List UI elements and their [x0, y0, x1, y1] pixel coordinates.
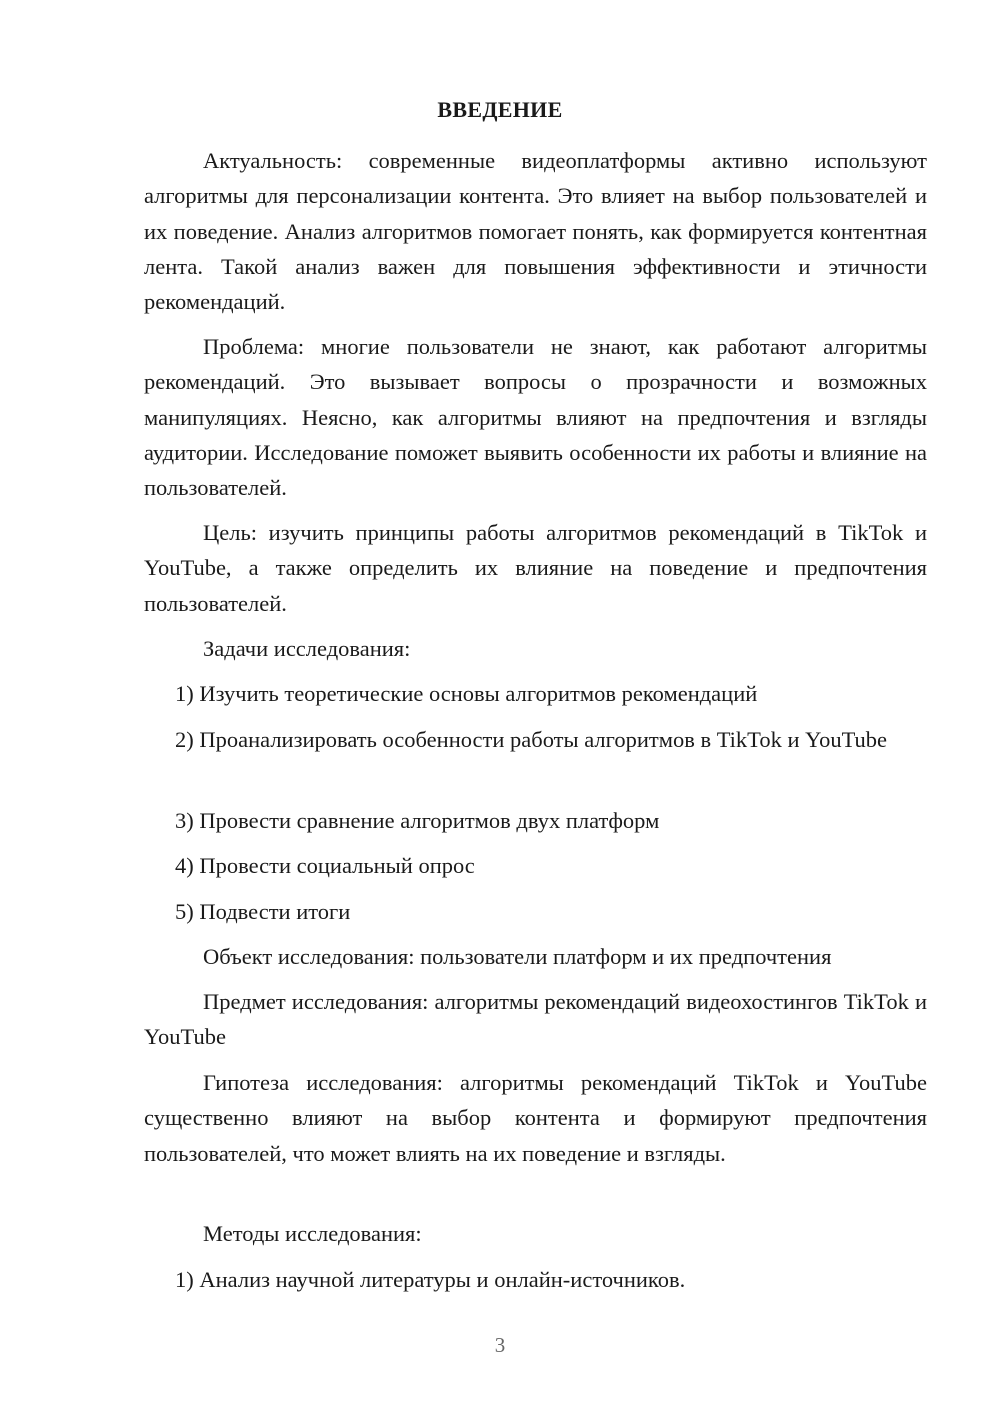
method-item: 1) Анализ научной литературы и онлайн-источников.: [175, 1267, 686, 1292]
task-item: 4) Провести социальный опрос: [175, 853, 475, 878]
task-item: 2) Проанализировать особенности работы алгоритмов в TikTok и YouTube: [175, 727, 888, 752]
page-title: ВВЕДЕНИЕ: [437, 97, 563, 122]
goal-paragraph: Цель: изучить принципы работы алгоритмов рекомендаций в TikTok и YouTube, а также определить их влияние на поведение и предпочтения пользователей.: [144, 520, 927, 616]
task-item: 5) Подвести итоги: [175, 899, 351, 924]
subject-paragraph: Предмет исследования: алгоритмы рекомендаций видеохостингов TikTok и YouTube: [144, 989, 927, 1050]
task-item: 3) Провести сравнение алгоритмов двух платформ: [175, 808, 660, 833]
object-line: Объект исследования: пользователи платформ и их предпочтения: [203, 944, 832, 969]
hypothesis-paragraph: Гипотеза исследования: алгоритмы рекомендаций TikTok и YouTube существенно влияют на выбор контента и формируют предпочтения пользователей, что может влиять на их поведение и взгляды.: [144, 1070, 927, 1166]
problem-paragraph: Проблема: многие пользователи не знают, как работают алгоритмы рекомендаций. Это вызывает вопросы о прозрачности и возможных манипуляциях. Неясно, как алгоритмы влияют на предпочтения и взгляды аудитории. Исследование поможет выявить особенности их работы и влияние на пользователей.: [144, 334, 927, 501]
page-number: 3: [494, 1333, 506, 1357]
task-item: 1) Изучить теоретические основы алгоритмов рекомендаций: [175, 681, 758, 706]
methods-heading: Методы исследования:: [203, 1221, 422, 1246]
relevance-paragraph: Актуальность: современные видеоплатформы активно используют алгоритмы для персонализации контента. Это влияет на выбор пользователей и их поведение. Анализ алгоритмов помогает понять, как формируется контентная лента. Такой анализ важен для повышения эффективности и этичности рекомендаций.: [144, 148, 927, 315]
tasks-heading: Задачи исследования:: [203, 636, 411, 661]
